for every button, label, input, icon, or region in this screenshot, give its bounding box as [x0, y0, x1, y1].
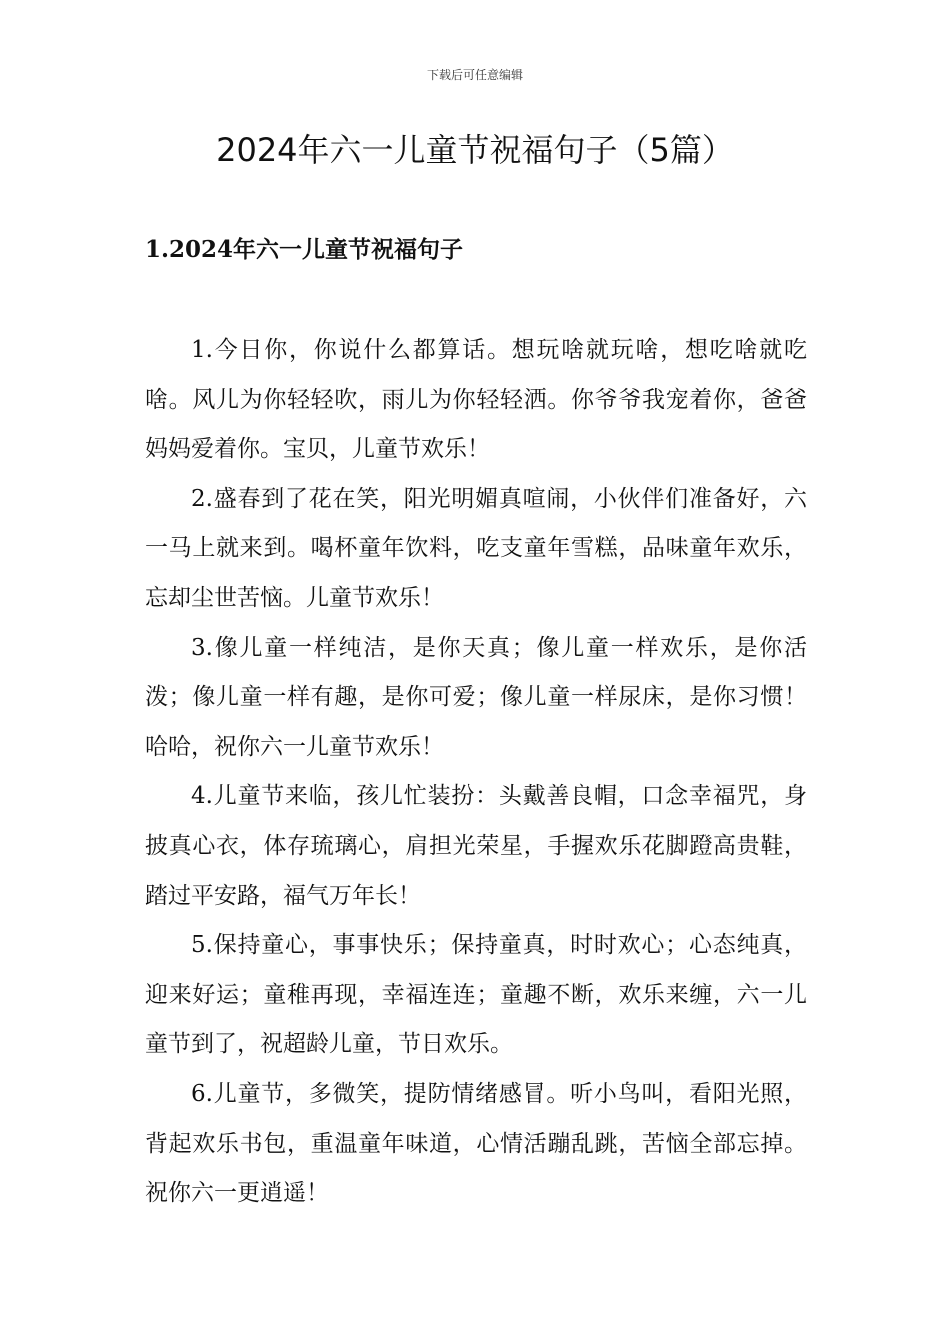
paragraph-4: 4.儿童节来临，孩儿忙装扮：头戴善良帽，口念幸福咒，身披真心衣，体存琉璃心，肩担光荣星，手握欢乐花脚蹬高贵鞋，踏过平安路，福气万年长！ — [145, 783, 807, 909]
section-heading: 1.2024年六一儿童节祝福句子 — [145, 236, 464, 263]
paragraph-3: 3.像儿童一样纯洁，是你天真；像儿童一样欢乐，是你活泼；像儿童一样有趣，是你可爱；像儿童一样尿床，是你习惯！哈哈，祝你六一儿童节欢乐！ — [145, 634, 807, 760]
paragraph-5: 5.保持童心，事事快乐；保持童真，时时欢心；心态纯真，迎来好运；童稚再现，幸福连连；童趣不断，欢乐来缠，六一儿童节到了，祝超龄儿童，节日欢乐。 — [145, 932, 807, 1058]
paragraph-6: 6.儿童节，多微笑，提防情绪感冒。听小鸟叫，看阳光照，背起欢乐书包，重温童年味道，心情活蹦乱跳，苦恼全部忘掉。祝你六一更逍遥！ — [145, 1080, 807, 1207]
header-note: 下载后可任意编辑 — [426, 68, 523, 82]
paragraph-2: 2.盛春到了花在笑，阳光明媚真喧闹，小伙伴们准备好，六一马上就来到。喝杯童年饮料，吃支童年雪糕，品味童年欢乐，忘却尘世苦恼。儿童节欢乐！ — [145, 485, 807, 611]
document-body — [145, 326, 807, 1219]
document-title: 2024年六一儿童节祝福句子（5篇） — [216, 131, 734, 169]
paragraph-1: 1.今日你，你说什么都算话。想玩啥就玩啥，想吃啥就吃啥。风儿为你轻轻吹，雨儿为你轻轻洒。你爷爷我宠着你，爸爸妈妈爱着你。宝贝，儿童节欢乐！ — [145, 337, 807, 463]
